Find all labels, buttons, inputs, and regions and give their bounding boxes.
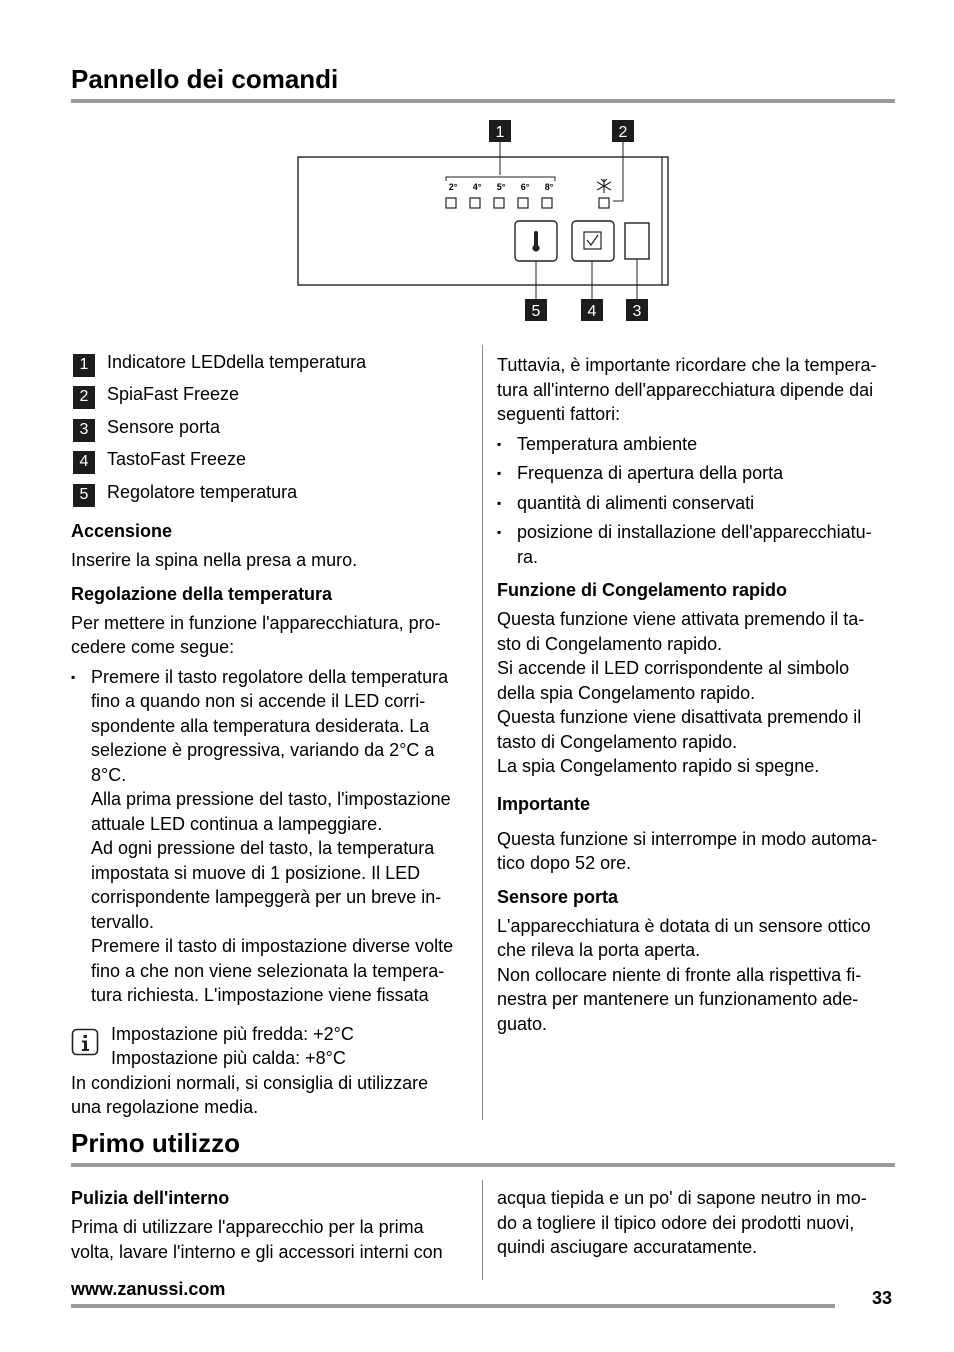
legend-item: 5 Regolatore temperatura bbox=[73, 480, 471, 504]
legend-item: 4 TastoFast Freeze bbox=[73, 448, 471, 472]
column-divider bbox=[482, 1180, 483, 1280]
left-column bbox=[73, 350, 471, 513]
legend-list bbox=[73, 350, 471, 504]
info-icon bbox=[71, 1028, 101, 1058]
heading-pulizia: Pulizia dell'interno bbox=[71, 1188, 230, 1208]
congelamento-text: Questa funzione viene attivata premendo il ta- sto di Congelamento rapido. Si accende il LED corrispondente al simbolo della spia Congelamento rapido. Questa funzione viene disattivata premendo il tasto di Congelamento rapido. La spia Congelamento rapido si spegne. bbox=[497, 609, 865, 776]
heading-regolazione: Regolazione della temperatura bbox=[71, 583, 333, 604]
heading-importante: Importante bbox=[497, 793, 591, 814]
door-sensor-window bbox=[625, 223, 649, 259]
panel-outline bbox=[298, 157, 668, 285]
primo-left-column bbox=[71, 1187, 471, 1264]
sensore-text: L'apparecchiatura è dotata di un sensore ottico che rileva la porta aperta. Non collocare niente di fronte alla rispettiva fi- nestra per mantenere un funzionamento ade- guato. bbox=[497, 915, 871, 1034]
section-title-primo-utilizzo: Primo utilizzo bbox=[71, 1128, 240, 1158]
temp-led bbox=[518, 198, 528, 208]
check-box-icon bbox=[584, 232, 601, 249]
legend-item: 3 Sensore porta bbox=[73, 415, 471, 439]
factor-item: ▪ quantità di alimenti conservati bbox=[497, 492, 755, 513]
temp-led bbox=[494, 198, 504, 208]
column-divider bbox=[482, 345, 483, 1120]
callout-4: 4 bbox=[587, 303, 597, 320]
primo-right-column bbox=[497, 1186, 897, 1260]
footer-url[interactable]: www.zanussi.com bbox=[71, 1279, 226, 1299]
factor-item: ▪ Frequenza di apertura della porta bbox=[497, 463, 784, 483]
control-panel-diagram bbox=[290, 115, 680, 330]
regolazione-bullet: ▪ Premere il tasto regolatore della temperatura fino a quando non si accende il LED corri- spondente alla temperatura desiderata. La selezione è progressiva, variando da 2°C a 8°C. Alla prima pressione del tasto, l'impostazione attuale LED continua a lampeggiare. Ad ogni pressione del tasto, la temperatura impostata si muove di 1 posizione. Il LED corrispondente lampeggerà per un breve in- tervallo. Premere il tasto di impostazione diverse volte fino a che non viene selezionata la tempera- tura richiesta. L'impostazione viene fissata bbox=[71, 666, 454, 1005]
title-rule bbox=[71, 1163, 895, 1167]
right-column bbox=[497, 353, 897, 1036]
temp-led bbox=[470, 198, 480, 208]
heading-sensore: Sensore porta bbox=[497, 886, 619, 907]
callout-1: 1 bbox=[495, 124, 505, 141]
temp-label-2: 2° bbox=[448, 182, 458, 192]
fast-freeze-led bbox=[599, 198, 609, 208]
section-title-pannello: Pannello dei comandi bbox=[71, 64, 339, 94]
pulizia-text: Prima di utilizzare l'apparecchio per la prima volta, lavare l'interno e gli accessori interni con bbox=[71, 1217, 443, 1262]
legend-item: 1 Indicatore LEDdella temperatura bbox=[73, 350, 471, 374]
temp-led bbox=[446, 198, 456, 208]
temp-label-6: 6° bbox=[520, 182, 530, 192]
pulizia-text-cont: acqua tiepida e un po' di sapone neutro in mo- do a togliere il tipico odore dei prodotti nuovi, quindi asciugare accuratamente. bbox=[497, 1188, 867, 1257]
temp-label-4: 4° bbox=[472, 182, 482, 192]
heading-accensione: Accensione bbox=[71, 521, 173, 541]
temp-label-5: 5° bbox=[496, 182, 506, 192]
right-intro: Tuttavia, è importante ricordare che la tempera- tura all'interno dell'apparecchiatura dipende dai seguenti fattori: bbox=[497, 355, 877, 424]
page-number: 33 bbox=[872, 1288, 893, 1308]
regolazione-intro: Per mettere in funzione l'apparecchiatura, pro- cedere come segue: bbox=[71, 612, 441, 657]
callout-2: 2 bbox=[618, 124, 628, 141]
legend-item: 2 SpiaFast Freeze bbox=[73, 383, 471, 407]
info-note: Impostazione più fredda: +2°C Impostazione più calda: +8°C bbox=[71, 1022, 471, 1071]
accensione-text: Inserire la spina nella presa a muro. bbox=[71, 550, 358, 570]
temp-led bbox=[542, 198, 552, 208]
heading-congelamento: Funzione di Congelamento rapido bbox=[497, 580, 787, 600]
title-rule bbox=[71, 99, 895, 103]
callout-3: 3 bbox=[632, 303, 642, 320]
regolazione-after: In condizioni normali, si consiglia di utilizzare una regolazione media. bbox=[71, 1072, 429, 1117]
footer-rule bbox=[71, 1304, 835, 1308]
callout-5: 5 bbox=[531, 303, 541, 320]
left-column-text bbox=[71, 520, 471, 1120]
snowflake-icon bbox=[597, 179, 611, 193]
importante-text: Questa funzione si interrompe in modo automa- tico dopo 52 ore. bbox=[497, 828, 878, 873]
fast-freeze-button bbox=[572, 221, 614, 261]
factor-item: ▪ Temperatura ambiente bbox=[497, 433, 698, 454]
temp-label-8: 8° bbox=[544, 182, 554, 192]
factor-item: ▪ posizione di installazione dell'apparecchiatu- ra. bbox=[497, 522, 872, 567]
thermometer-icon bbox=[532, 231, 539, 252]
